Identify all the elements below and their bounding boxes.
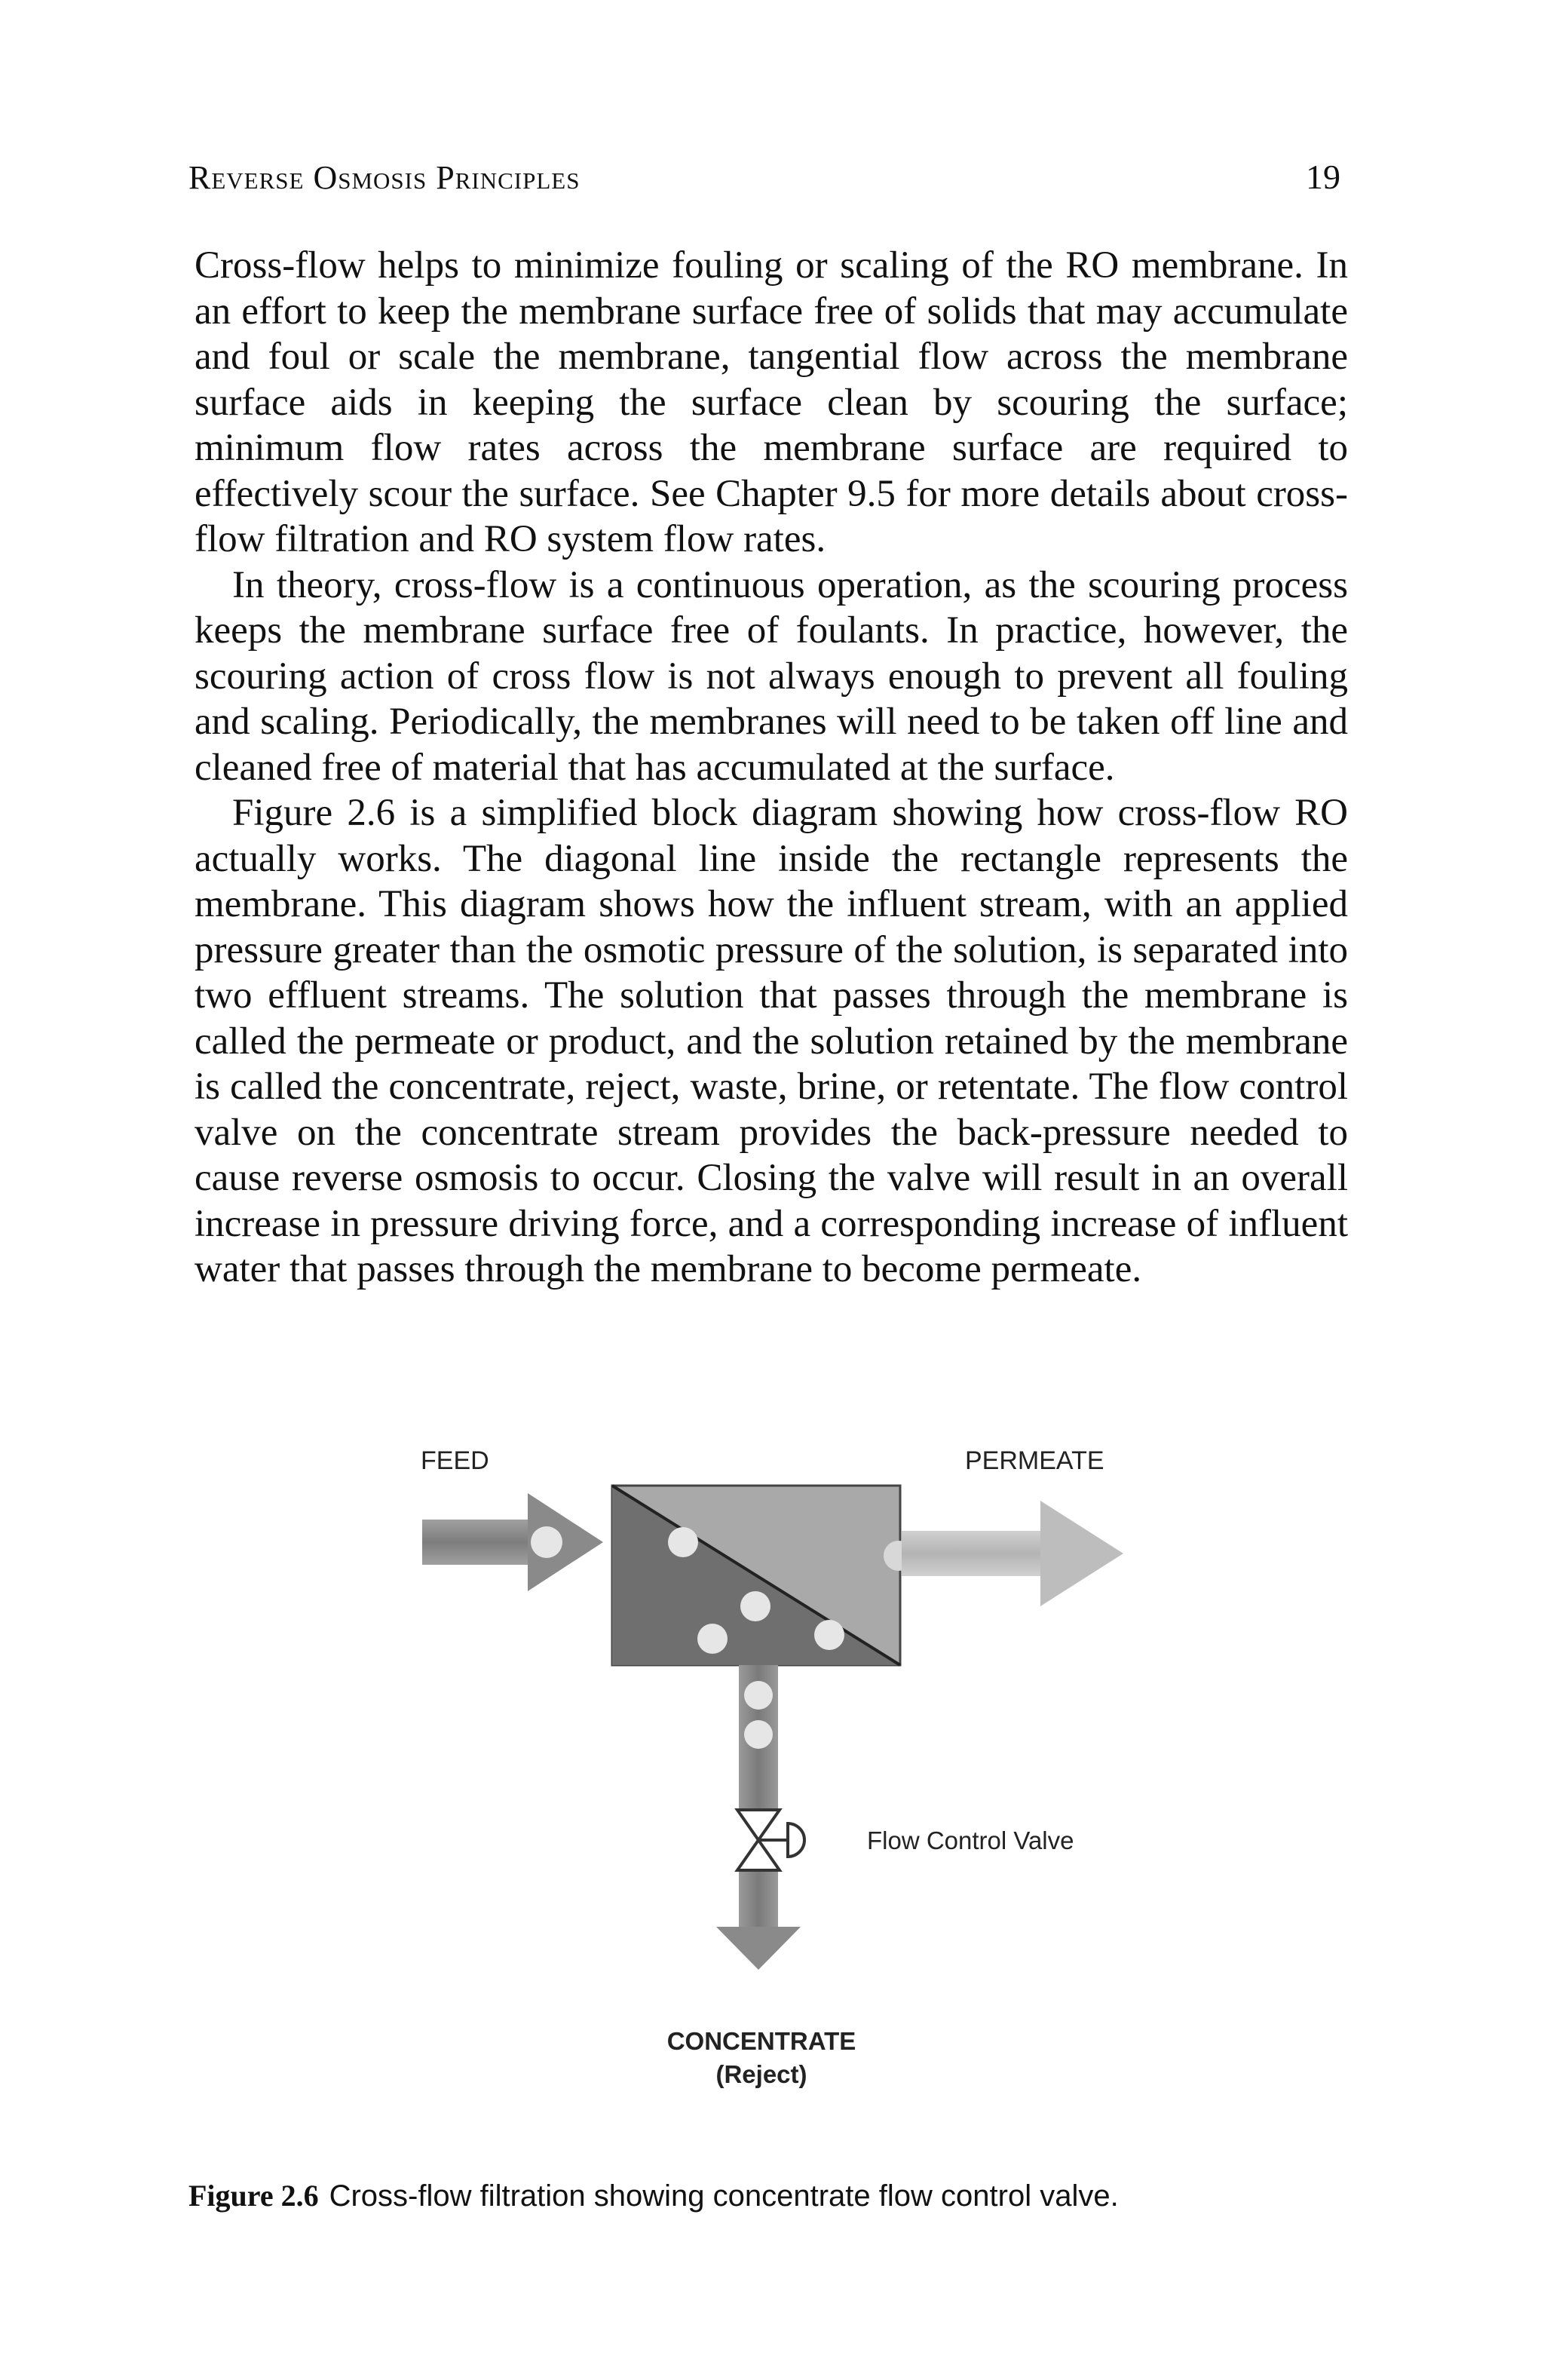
concentrate-particle (744, 1681, 773, 1710)
permeate-arrow (902, 1501, 1123, 1606)
reject-arrow (716, 1872, 801, 1970)
caption-text: Cross-flow filtration showing concentrate flow control valve. (329, 2179, 1119, 2213)
flow-control-valve (737, 1810, 804, 1870)
concentrate-stream (739, 1665, 778, 1812)
concentrate-label (611, 2025, 912, 2091)
particle (697, 1624, 728, 1654)
feed-particle (531, 1526, 562, 1558)
particle (814, 1620, 844, 1650)
page-number: 19 (1306, 158, 1340, 196)
paragraph-2: In theory, cross-flow is a continuous operation, as the scouring process keeps the membrane surface free of foulants. In practice, however, the scouring action of cross flow is not always enough to prevent all fouling and scaling. Periodically, the membranes will need to be taken off line and cleaned free of material that has accumulated at the surface. (195, 563, 1348, 789)
concentrate-particle (744, 1720, 773, 1749)
particle (740, 1591, 770, 1621)
concentrate-title: CONCENTRATE (666, 2027, 856, 2055)
membrane-module (612, 1486, 914, 1665)
feed-label: FEED (421, 1446, 489, 1475)
figure-2-6-diagram (407, 1433, 1161, 2127)
body-text (195, 243, 1348, 1293)
caption-number: Figure 2.6 (188, 2179, 319, 2213)
flow-control-valve-label: Flow Control Valve (867, 1826, 1074, 1854)
permeate-label: PERMEATE (965, 1446, 1104, 1475)
particle (668, 1527, 698, 1557)
reject-subtitle: (Reject) (715, 2060, 807, 2088)
cross-flow-diagram (407, 1433, 1161, 2127)
running-head: Reverse Osmosis Principles (188, 159, 581, 196)
paragraph-3: Figure 2.6 is a simplified block diagram showing how cross-flow RO actually works. The diagonal line inside the rectangle represents the membrane. This diagram shows how the influent stream, with an applied pressure greater than the osmotic pressure of the solution, is separated into two effluent streams. The solution that passes through the membrane is called the permeate or product, and the solution retained by the membrane is called the concentrate, reject, waste, brine, or retentate. The flow control valve on the concentrate stream provides the back-pressure needed to cause reverse osmosis to occur. Closing the valve will result in an overall increase in pressure driving force, and a corresponding increase of influent water that passes through the membrane to become permeate. (195, 792, 1348, 1290)
figure-caption (188, 2178, 1119, 2213)
paragraph-1: Cross-flow helps to minimize fouling or scaling of the RO membrane. In an effort to keep the membrane surface free of solids that may accumulate and foul or scale the membrane, tangential flow across the membrane surface aids in keeping the surface clean by scouring the surface; minimum flow rates across the membrane surface are required to effectively scour the surface. See Chapter 9.5 for more details about cross-flow filtration and RO system flow rates. (195, 244, 1348, 560)
feed-arrow (422, 1493, 603, 1591)
